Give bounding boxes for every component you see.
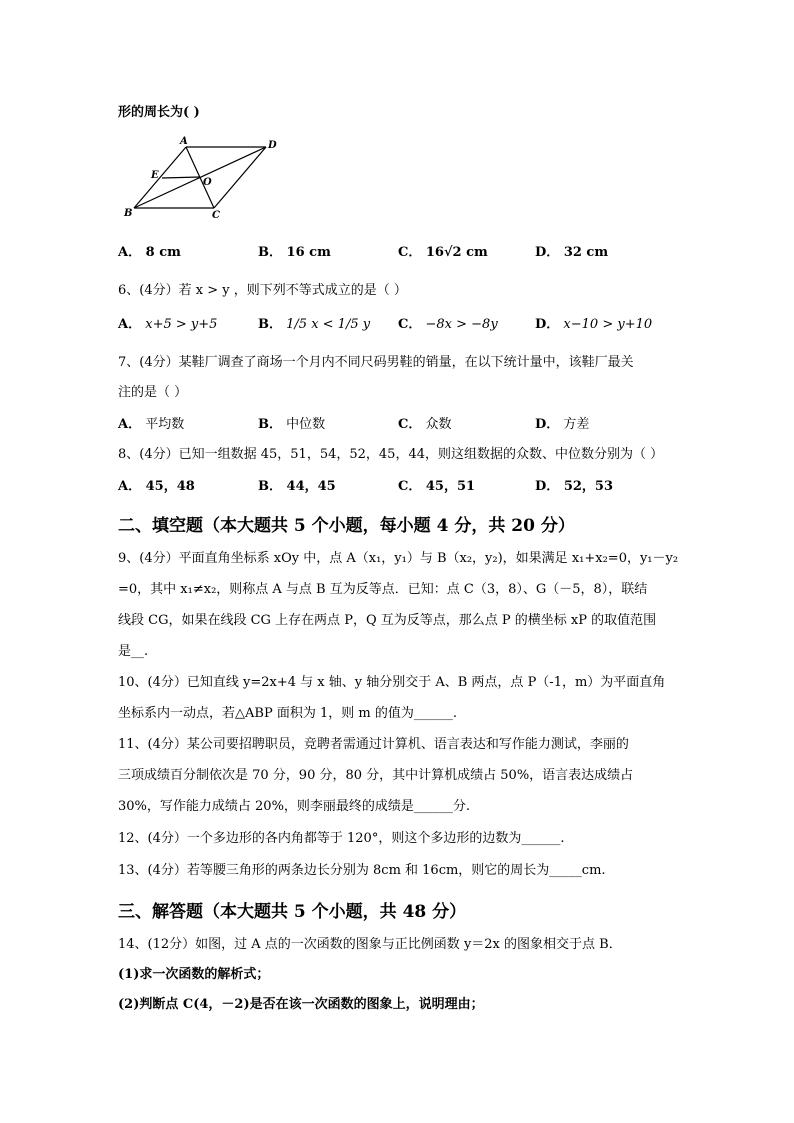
label-C: C <box>212 210 220 221</box>
q12-stem: 12、(4分）一个多边形的各内角都等于 120°，则这个多边形的边数为______. <box>118 831 565 846</box>
q5-option-c[interactable]: C． 16√2 cm <box>398 245 488 260</box>
label-B: B <box>124 208 133 219</box>
q8-option-b[interactable]: B． 44，45 <box>258 479 336 494</box>
q10-line2: 坐标系内一动点，若△ABP 面积为 1，则 m 的值为______. <box>118 706 457 721</box>
q11-line3: 30%，写作能力成绩占 20%，则李丽最终的成绩是______分. <box>118 799 471 814</box>
q8-option-a[interactable]: A． 45，48 <box>118 479 195 494</box>
q9-line4: 是__. <box>118 644 149 659</box>
q11-line2: 三项成绩百分制依次是 70 分，90 分，80 分，其中计算机成绩占 50%，语言表达成绩占 <box>118 768 634 783</box>
parallelogram-figure <box>118 134 288 224</box>
q14-part1: (1)求一次函数的解析式； <box>118 967 270 982</box>
q7-option-b[interactable]: B． 中位数 <box>258 417 326 432</box>
q7-option-d[interactable]: D． 方差 <box>535 417 590 432</box>
q10-line1: 10、(4分）已知直线 y=2x+4 与 x 轴、y 轴分别交于 A、B 两点，点 P（-1，m）为平面直角 <box>118 675 666 690</box>
q9-line1: 9、(4分）平面直角坐标系 xOy 中，点 A（x₁，y₁）与 B（x₂，y₂)，如果满足 x₁+x₂=0，y₁－y₂ <box>118 551 679 566</box>
label-D: D <box>268 140 277 151</box>
q6-option-b[interactable]: B． 1/5 x < 1/5 y <box>258 317 371 332</box>
q9-line3: 线段 CG，如果在线段 CG 上存在两点 P，Q 互为反等点，那么点 P 的横坐标 xP 的取值范围 <box>118 613 657 628</box>
q5-option-b[interactable]: B． 16 cm <box>258 245 331 260</box>
q5-option-d[interactable]: D． 32 cm <box>535 245 609 260</box>
q7-stem-line1: 7、(4分）某鞋厂调查了商场一个月内不同尺码男鞋的销量，在以下统计量中，该鞋厂最关 <box>118 355 634 370</box>
q6-option-d[interactable]: D． x−10 > y+10 <box>535 317 653 332</box>
q8-option-d[interactable]: D． 52，53 <box>535 479 613 494</box>
section3-heading: 三、解答题（本大题共 5 个小题，共 48 分） <box>118 902 467 922</box>
q8-option-c[interactable]: C． 45，51 <box>398 479 476 494</box>
q11-line1: 11、(4分）某公司要招聘职员，竞聘者需通过计算机、语言表达和写作能力测试，李丽的 <box>118 737 629 752</box>
q6-stem: 6、(4分）若 x > y ，则下列不等式成立的是（ ） <box>118 283 407 298</box>
q5-option-a[interactable]: A． 8 cm <box>118 245 181 260</box>
q14-part2: (2)判断点 C(4，－2)是否在该一次函数的图象上，说明理由； <box>118 997 484 1012</box>
section2-heading: 二、填空题（本大题共 5 个小题，每小题 4 分，共 20 分） <box>118 516 575 536</box>
q14-stem: 14、(12分）如图，过 A 点的一次函数的图象与正比例函数 y＝2x 的图象相交于点 B． <box>118 937 622 952</box>
label-E: E <box>151 170 159 181</box>
q7-stem-line2: 注的是（ ） <box>118 385 188 400</box>
q7-option-a[interactable]: A． 平均数 <box>118 417 185 432</box>
q7-option-c[interactable]: C． 众数 <box>398 417 452 432</box>
label-A: A <box>180 136 188 147</box>
q8-stem: 8、(4分）已知一组数据 45，51，54，52，45，44，则这组数据的众数、中位数分别为（ ） <box>118 447 664 462</box>
q5-stem-tail: 形的周长为( ) <box>118 105 200 120</box>
q6-option-c[interactable]: C． −8x > −8y <box>398 317 498 332</box>
label-O: O <box>203 177 212 188</box>
q13-stem: 13、(4分）若等腰三角形的两条边长分别为 8cm 和 16cm，则它的周长为_____cm. <box>118 863 606 878</box>
q6-option-a[interactable]: A． x+5 > y+5 <box>118 317 218 332</box>
q9-line2: =0，其中 x₁≠x₂，则称点 A 与点 B 互为反等点．已知：点 C（3，8）、G（－5，8），联结 <box>118 582 648 597</box>
